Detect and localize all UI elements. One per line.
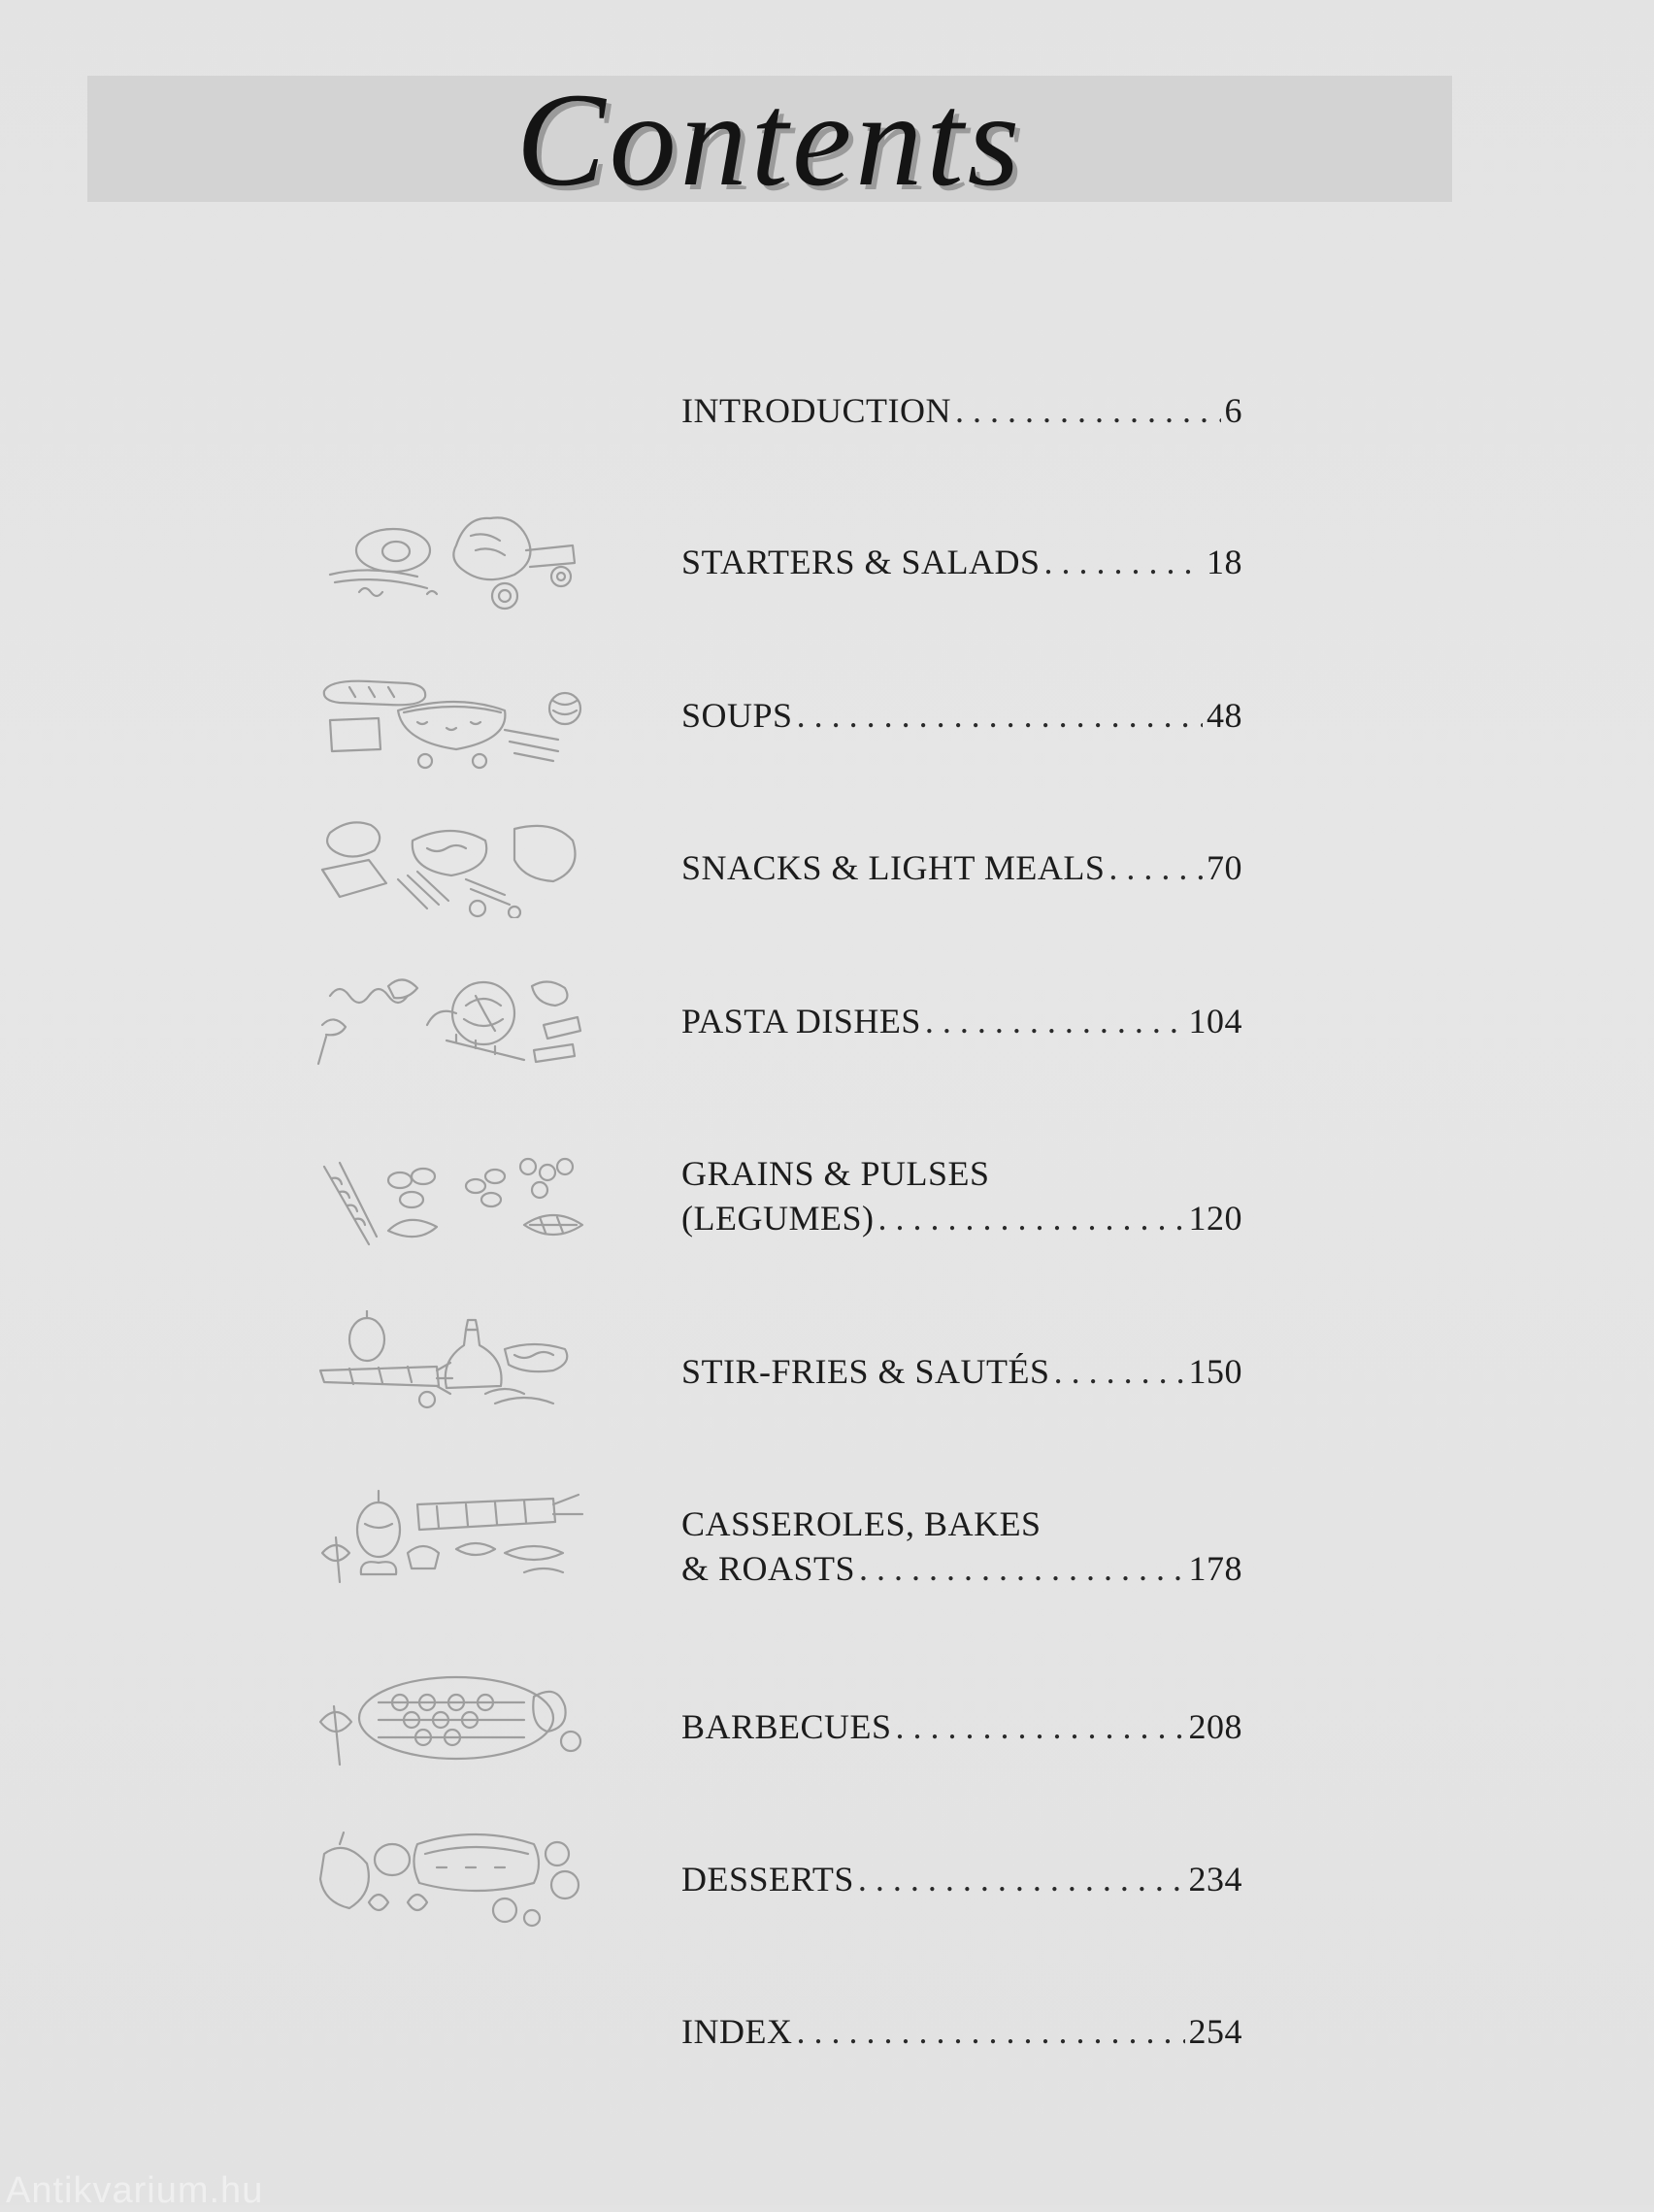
toc-entry-label: INTRODUCTION	[681, 391, 951, 430]
watermark: Antikvarium.hu	[6, 2170, 264, 2211]
cheese-dip-vegetables-illustration	[311, 811, 592, 918]
dot-leader	[796, 2009, 1184, 2054]
toc-entry-label-continued: (LEGUMES)	[681, 1199, 875, 1238]
toc-entry-page: 70	[1207, 848, 1242, 887]
dot-leader	[955, 388, 1221, 433]
carrot-oil-bottle-illustration	[311, 1310, 592, 1417]
toc-entry-label: STARTERS & SALADS	[681, 543, 1041, 581]
toc-entry-page: 6	[1224, 391, 1242, 430]
dot-leader	[858, 1857, 1185, 1901]
toc-entry-introduction[interactable]	[681, 388, 1242, 433]
page-title: Contents	[515, 65, 1024, 214]
dot-leader	[1044, 540, 1203, 584]
toc-entry-page: 150	[1188, 1352, 1242, 1391]
toc-entry-page: 208	[1188, 1707, 1242, 1746]
toc-entry-page: 48	[1207, 696, 1242, 735]
dot-leader	[859, 1546, 1184, 1591]
toc-entry-label: SOUPS	[681, 696, 793, 735]
kebab-platter-illustration	[311, 1667, 592, 1774]
wheat-beans-illustration	[311, 1147, 592, 1254]
title-band	[87, 65, 1452, 214]
toc-entry-page: 18	[1207, 543, 1242, 581]
bread-soup-bowl-illustration	[311, 672, 592, 778]
toc-entry-index[interactable]	[681, 2009, 1242, 2054]
toc-entry-casseroles-bakes-roasts[interactable]	[681, 1502, 1242, 1591]
toc-entry-page: 234	[1188, 1860, 1242, 1898]
toc-entry-label: GRAINS & PULSES	[681, 1154, 990, 1193]
fruit-tart-illustration	[311, 1825, 592, 1931]
toc-entry-desserts[interactable]	[681, 1857, 1242, 1901]
toc-entry-label: CASSEROLES, BAKES	[681, 1504, 1042, 1543]
dot-leader	[896, 1704, 1185, 1749]
toc-entry-page: 178	[1188, 1549, 1242, 1588]
toc-entry-soups[interactable]	[681, 693, 1242, 738]
toc-entry-label: BARBECUES	[681, 1707, 892, 1746]
toc-entry-label: INDEX	[681, 2012, 793, 2051]
dot-leader	[925, 999, 1185, 1043]
toc-entry-starters-salads[interactable]	[681, 540, 1242, 584]
toc-entry-page: 104	[1188, 1002, 1242, 1040]
toc-entry-snacks-light-meals[interactable]	[681, 845, 1242, 890]
pasta-herbs-illustration	[311, 967, 592, 1073]
leek-onion-mushroom-illustration	[311, 1485, 592, 1592]
toc-entry-grains-pulses[interactable]	[681, 1151, 1242, 1240]
toc-entry-label: DESSERTS	[681, 1860, 854, 1898]
dot-leader	[1054, 1349, 1185, 1394]
toc-entry-stir-fries-sautes[interactable]	[681, 1349, 1242, 1394]
avocado-lettuce-salad-illustration	[311, 507, 592, 613]
toc-entry-barbecues[interactable]	[681, 1704, 1242, 1749]
toc-entry-label-continued: & ROASTS	[681, 1549, 856, 1588]
toc-entry-label: STIR-FRIES & SAUTÉS	[681, 1352, 1050, 1391]
toc-entry-label: SNACKS & LIGHT MEALS	[681, 848, 1106, 887]
dot-leader	[1108, 845, 1203, 890]
toc-entry-pasta-dishes[interactable]	[681, 999, 1242, 1043]
toc-entry-label: PASTA DISHES	[681, 1002, 921, 1040]
dot-leader	[797, 693, 1203, 738]
dot-leader	[877, 1196, 1184, 1240]
toc-entry-page: 254	[1188, 2012, 1242, 2051]
toc-entry-page: 120	[1188, 1199, 1242, 1238]
